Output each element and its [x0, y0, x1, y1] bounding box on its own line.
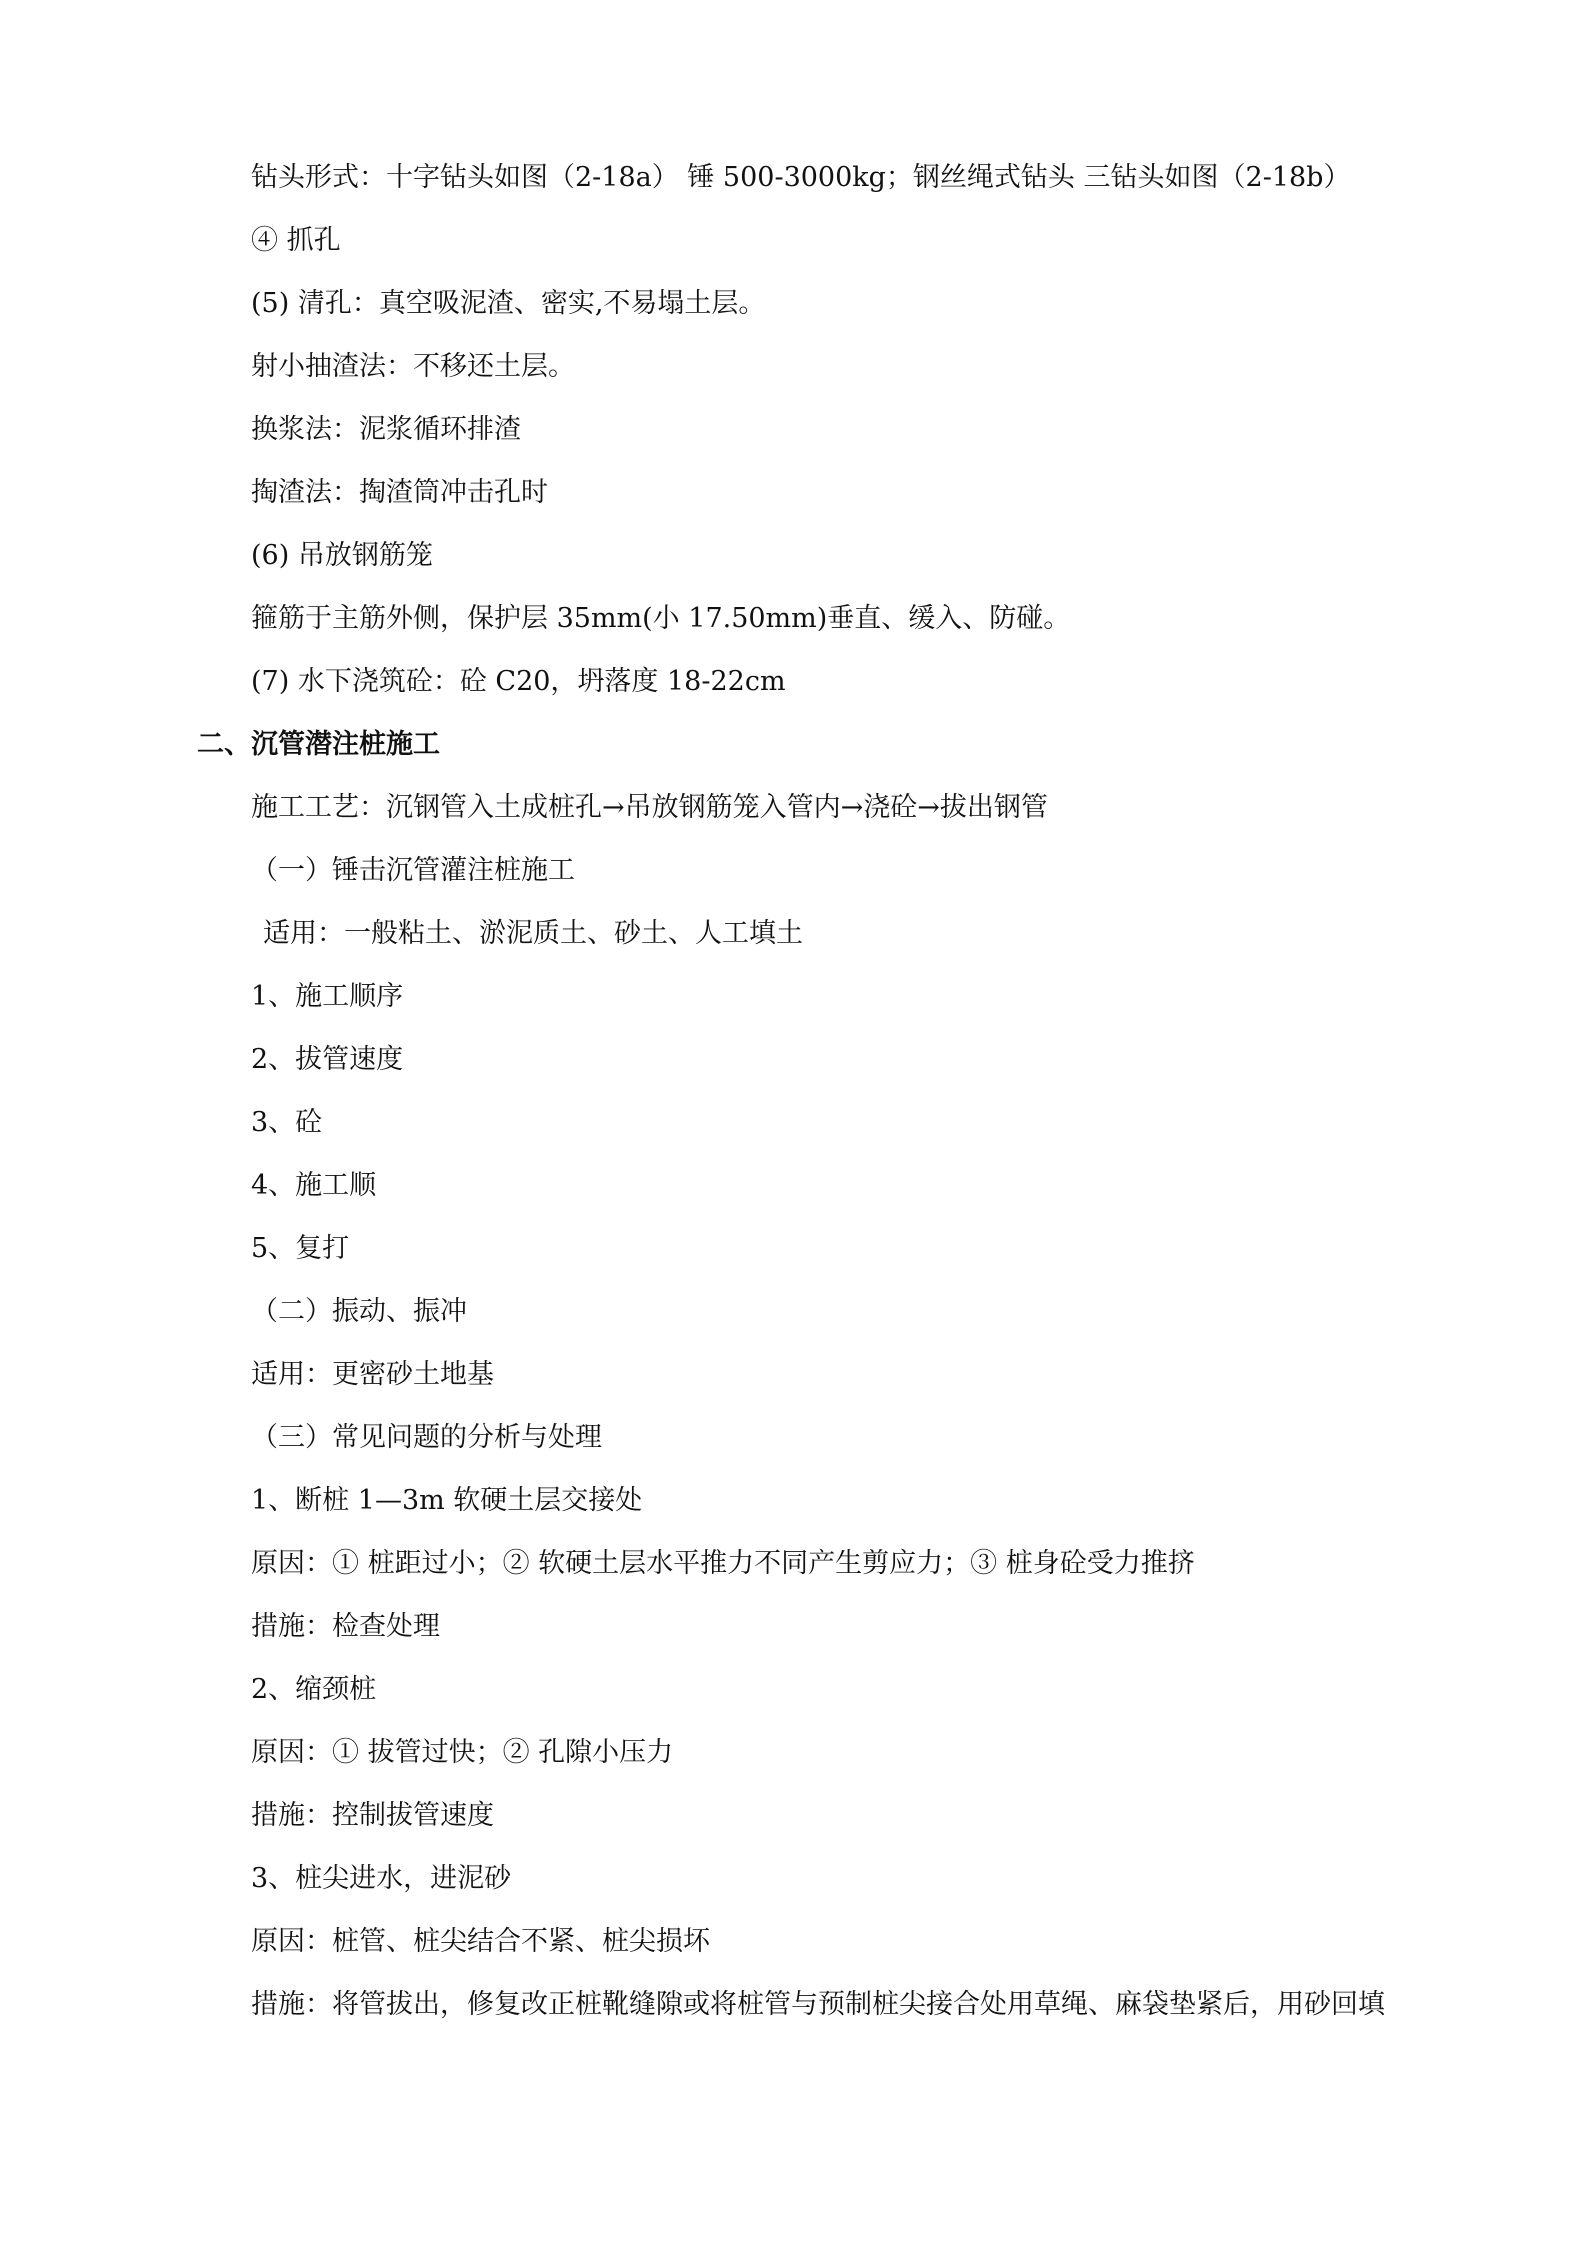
- text-line-hoist-cage: (6) 吊放钢筋笼: [251, 540, 433, 571]
- text-line-process: 施工工艺：沉钢管入土成桩孔→吊放钢筋笼入管内→浇砼→拔出钢管: [251, 792, 1048, 823]
- section-heading-tube-pile: 二、沉管潜注桩施工: [197, 729, 440, 760]
- text-line-slag-pumping-method: 射小抽渣法：不移还土层。: [251, 351, 575, 382]
- problem-3-cause: 原因：桩管、桩尖结合不紧、桩尖损坏: [251, 1926, 710, 1957]
- subsection-heading-hammer: （一）锤击沉管灌注桩施工: [251, 855, 575, 886]
- problem-1-cause: 原因：① 桩距过小；② 软硬土层水平推力不同产生剪应力；③ 桩身砼受力推挤: [251, 1548, 1195, 1579]
- text-line-applicable-soils: 适用：一般粘土、淤泥质土、砂土、人工填土: [263, 918, 803, 949]
- list-item-3: 3、砼: [251, 1107, 323, 1138]
- text-line-slurry-exchange-method: 换浆法：泥浆循环排渣: [251, 414, 521, 445]
- problem-3-title: 3、桩尖进水，进泥砂: [251, 1863, 512, 1894]
- list-item-4: 4、施工顺: [251, 1170, 377, 1201]
- subsection-heading-problems: （三）常见问题的分析与处理: [251, 1422, 602, 1453]
- problem-2-measure: 措施：控制拔管速度: [251, 1800, 494, 1831]
- text-line-underwater-concrete: (7) 水下浇筑砼：砼 C20，坍落度 18-22cm: [251, 666, 786, 697]
- problem-3-measure: 措施：将管拔出，修复改正桩靴缝隙或将桩管与预制桩尖接合处用草绳、麻袋垫紧后，用砂回填: [251, 1989, 1385, 2020]
- problem-2-cause: 原因：① 拔管过快；② 孔隙小压力: [251, 1737, 674, 1768]
- text-line-applicable-sand: 适用：更密砂土地基: [251, 1359, 494, 1390]
- text-line-bailing-method: 掏渣法：掏渣筒冲击孔时: [251, 477, 548, 508]
- subsection-heading-vibration: （二）振动、振冲: [251, 1296, 467, 1327]
- list-item-1: 1、施工顺序: [251, 981, 404, 1012]
- list-item-5: 5、复打: [251, 1233, 350, 1264]
- text-line-stirrup-cover: 箍筋于主筋外侧，保护层 35mm(小 17.50mm)垂直、缓入、防碰。: [251, 603, 1071, 634]
- problem-1-title: 1、断桩 1—3m 软硬土层交接处: [251, 1485, 643, 1516]
- list-item-2: 2、拔管速度: [251, 1044, 404, 1075]
- text-line-hole-cleaning: (5) 清孔：真空吸泥渣、密实,不易塌土层。: [251, 288, 766, 319]
- text-line-drill-bit-form: 钻头形式：十字钻头如图（2-18a） 锤 500-3000kg；钢丝绳式钻头 三钻头如图（2-18b）: [251, 162, 1351, 193]
- problem-2-title: 2、缩颈桩: [251, 1674, 377, 1705]
- text-line-grab-hole: ④ 抓孔: [251, 225, 341, 256]
- problem-1-measure: 措施：检查处理: [251, 1611, 440, 1642]
